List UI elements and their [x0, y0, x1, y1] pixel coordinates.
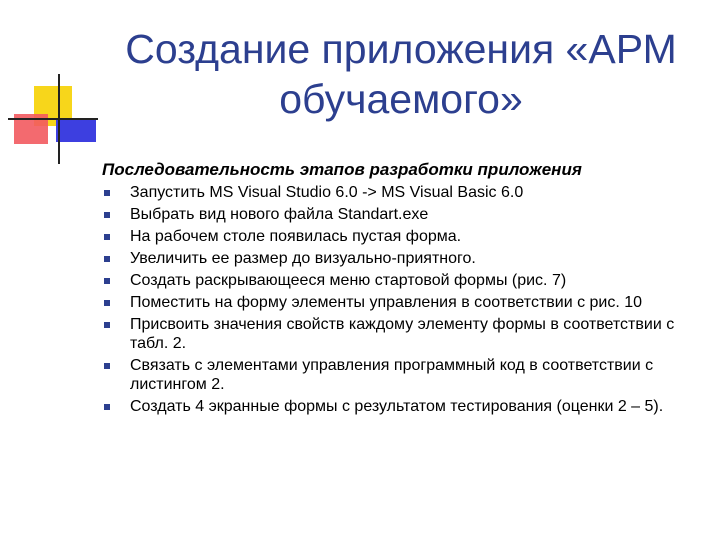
square-bullet-icon	[104, 278, 110, 284]
square-bullet-icon	[104, 404, 110, 410]
list-item	[100, 183, 700, 202]
list-item	[100, 293, 700, 312]
list-item-text: Запустить MS Visual Studio 6.0 -> MS Visual Basic 6.0	[130, 184, 524, 201]
slide-title	[96, 24, 706, 124]
list-item	[100, 271, 700, 290]
square-bullet-icon	[104, 322, 110, 328]
list-item-text: Поместить на форму элементы управления в соответствии с рис. 10	[130, 294, 643, 311]
list-item-text: Связать с элементами управления программный код в соответствии с листингом 2.	[130, 357, 654, 393]
list-item	[100, 315, 700, 353]
square-bullet-icon	[104, 234, 110, 240]
blue-rectangle-decoration	[56, 120, 96, 142]
list-item-text: Выбрать вид нового файла Standart.exe	[130, 206, 429, 223]
square-bullet-icon	[104, 363, 110, 369]
list-item	[100, 249, 700, 268]
square-bullet-icon	[104, 256, 110, 262]
list-item	[100, 205, 700, 224]
list-item-text: Создать 4 экранные формы с результатом тестирования (оценки 2 – 5).	[130, 398, 664, 415]
list-item-text: Присвоить значения свойств каждому элементу формы в соответствии с табл. 2.	[130, 316, 675, 352]
list-item-text: На рабочем столе появилась пустая форма.	[130, 228, 462, 245]
slide-subtitle: Последовательность этапов разработки приложения	[102, 160, 582, 179]
title-line-1: Создание приложения «АРМ	[125, 26, 677, 72]
decorative-logo	[0, 0, 110, 170]
list-item-text: Увеличить ее размер до визуально-приятного.	[130, 250, 476, 267]
list-item-text: Создать раскрывающееся меню стартовой формы (рис. 7)	[130, 272, 567, 289]
list-item	[100, 397, 700, 416]
title-line-2: обучаемого»	[279, 76, 523, 122]
square-bullet-icon	[104, 300, 110, 306]
square-bullet-icon	[104, 190, 110, 196]
square-bullet-icon	[104, 212, 110, 218]
horizontal-line-decoration	[8, 118, 98, 120]
list-item	[100, 227, 700, 246]
list-item	[100, 356, 700, 394]
steps-list	[100, 183, 700, 419]
